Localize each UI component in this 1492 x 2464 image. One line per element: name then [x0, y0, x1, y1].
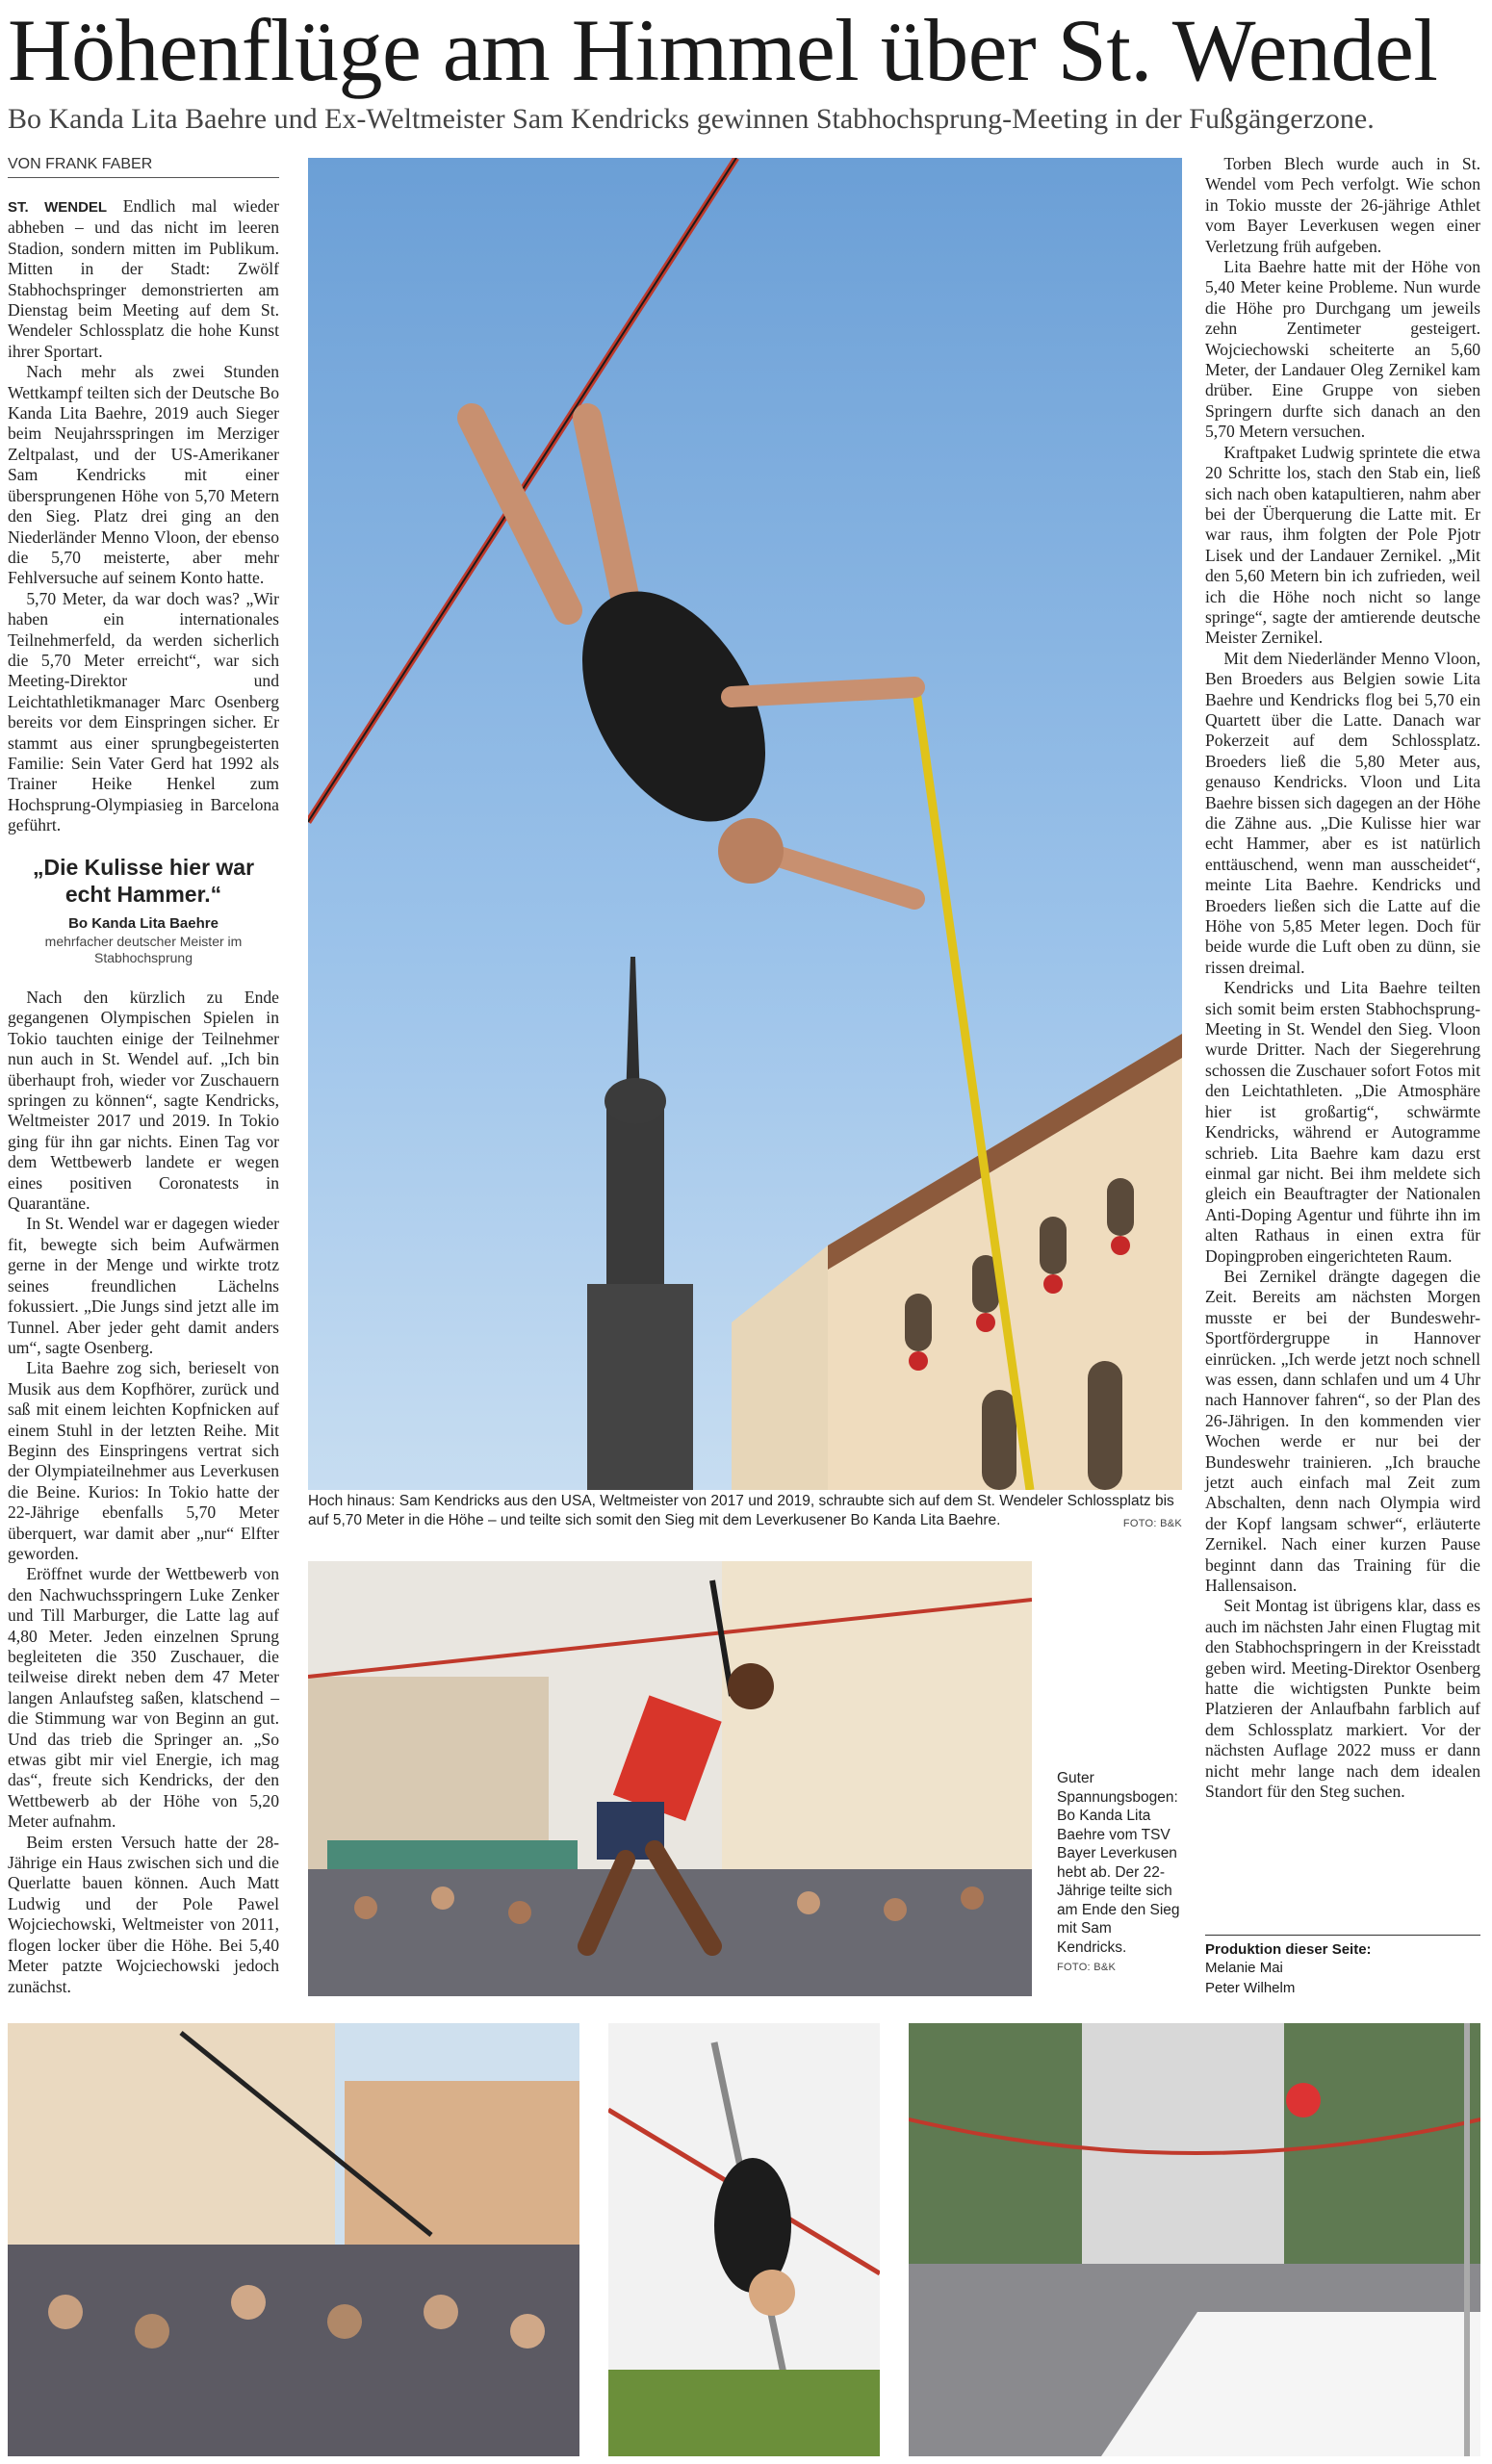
- bottom-left-photo: [8, 2023, 579, 2456]
- main-photo-caption: [308, 1492, 1182, 1533]
- pull-quote-text: „Die Kulisse hier war echt Hammer.“: [32, 854, 255, 907]
- article-column-right: [1205, 154, 1480, 1803]
- paragraph: Nach den kürzlich zu Ende gegangenen Olympischen Spielen in Tokio tauchten einige der Teilnehmer nun auch in St. Wendel auf. „Ich bin überhaupt froh, wieder vor Zuschauern springen zu können“, sagte Kendricks, Weltmeister 2017 und 2019. In Tokio ging für ihn gar nichts. Einen Tag vor dem Wettbewerb landete er wegen eines positiven Coronatests in Quarantäne.: [8, 988, 279, 1214]
- bottom-right-photo: [909, 2023, 1480, 2456]
- paragraph: Lita Baehre hatte mit der Höhe von 5,40 Meter keine Probleme. Nun wurde die Höhe pro Durchgang um jeweils zehn Zentimeter gesteigert. Wojciechowski scheiterte an 5,60 Meter, der Landauer Oleg Zernikel kam drüber. Eine Gruppe von sieben Springern durfte sich danach an den 5,70 Metern versuchen.: [1205, 257, 1480, 442]
- second-photo-caption: [1057, 1769, 1184, 1978]
- second-photo: [308, 1561, 1032, 1996]
- pole-vault-photo: [308, 158, 1182, 1490]
- paragraph: Beim ersten Versuch hatte der 28-Jährige ein Haus zwischen sich und die Querlatte bauen können. Auch Matt Ludwig und der Pole Pawel Wojciechowski, Weltmeister von 2011, flogen locker über die Höhe. Bei 5,40 Meter patzte Wojciechowski jedoch zunächst.: [8, 1832, 279, 1996]
- paragraph: Seit Montag ist übrigens klar, dass es auch im nächsten Jahr einen Flugtag mit den Stabhochspringern in der Kreisstadt geben wird. Meeting-Direktor Osenberg hatte die wichtigsten Punkte beim Platzieren der Anlaufbahn farblich auf dem Schlossplatz markiert. Vor der nächsten Auflage 2022 muss er dann nicht mehr lange nach dem idealen Standort für den Steg suchen.: [1205, 1596, 1480, 1802]
- paragraph: Endlich mal wieder abheben – und das nicht im leeren Stadion, sondern mitten im Publikum. Mitten in der Stadt: Zwölf Stabhochspringer demonstrierten am Dienstag beim Meeting auf dem St. Wendeler Schlossplatz die hohe Kunst ihrer Sportart.: [8, 196, 279, 361]
- production-label: Produktion dieser Seite:: [1205, 1941, 1372, 1958]
- bottom-mid-photo: [608, 2023, 880, 2456]
- pull-quote-role: mehrfacher deutscher Meister im Stabhochsprung: [44, 934, 243, 965]
- pull-quote-author: Bo Kanda Lita Baehre: [68, 914, 219, 932]
- main-photo: [308, 158, 1182, 1490]
- production-info: [1205, 1935, 1480, 1998]
- byline: VON FRANK FABER: [8, 154, 279, 178]
- production-name: Melanie Mai: [1205, 1960, 1283, 1976]
- paragraph: Nach mehr als zwei Stunden Wettkampf teilten sich der Deutsche Bo Kanda Lita Baehre, 2019 auch Sieger beim Neujahrsspringen im Merziger Zeltpalast, und der US-Amerikaner Sam Kendricks mit einer übersprungenen Höhe von 5,70 Metern den Sieg. Platz drei ging an den Niederländer Menno Vloon, der ebenso die 5,70 meisterte, aber mehr Fehlversuche auf seinem Konto hatte.: [8, 362, 279, 588]
- paragraph: Torben Blech wurde auch in St. Wendel vom Pech verfolgt. Wie schon in Tokio musste der 26-jährige Athlet vom Bayer Leverkusen wegen einer Verletzung früh aufgeben.: [1205, 154, 1480, 256]
- paragraph: Bei Zernikel drängte dagegen die Zeit. Bereits am nächsten Morgen musste er bei der Bundeswehr-Sportfördergruppe in Hannover einrücken. „Ich werde jetzt noch schnell was essen, dann schlafen und um 4 Uhr nach Hannover fahren“, so der Plan des 26-Jährigen. In den kommenden vier Wochen werde er nur bei der Bundeswehr trainieren. „Ich brauche jetzt auch einfach mal Zeit zum Abschalten, denn nach Olympia wird der Kopf langsam schwer“, erläuterte Zernikel. Nach einer kurzen Pause beginnt dann das Training für die Hallensaison.: [1205, 1266, 1480, 1596]
- athlete-crowd-photo: [308, 1561, 1032, 1996]
- production-name: Peter Wilhelm: [1205, 1980, 1296, 1996]
- caption-text: Guter Spannungsbogen: Bo Kanda Lita Baehre vom TSV Bayer Leverkusen hebt ab. Der 22-Jährige teilte sich am Ende den Sieg mit Sam Kendricks.: [1057, 1770, 1180, 1956]
- paragraph: Eröffnet wurde der Wettbewerb von den Nachwuchsspringern Luke Zenker und Till Marburger, die Latte lag auf 4,80 Meter. Jeden einzelnen Sprung begleiteten die 350 Zuschauer, die teilweise direkt neben dem 47 Meter langen Anlaufsteg saßen, klatschend – die Stimmung war von Beginn an gut. Und das trieb die Springer an. „So etwas gibt mir viel Energie, ich mag das“, freute sich Kendricks, der den Wettbewerb ab der Höhe von 5,20 Meter aufnahm.: [8, 1564, 279, 1832]
- dateline: ST. WENDEL: [8, 199, 108, 216]
- paragraph: Kraftpaket Ludwig sprintete die etwa 20 Schritte los, stach den Stab ein, ließ sich nach oben katapultieren, nahm aber bei der Überquerung die Latte mit. Er war raus, ihm folgten der Pole Pjotr Lisek und der Landauer Zernikel. „Mit den 5,60 Metern bin ich zufrieden, weil ich die Höhe noch nicht so lange springe“, sagte der amtierende deutsche Meister Zernikel.: [1205, 442, 1480, 648]
- paragraph: Kendricks und Lita Baehre teilten sich somit beim ersten Stabhochsprung-Meeting in St. Wendel den Sieg. Vloon wurde Dritter. Nach der Siegerehrung schossen die Zuschauer sofort Fotos mit den Leichtathleten. „Die Atmosphäre hier ist großartig“, schwärmte Kendricks, während er Autogramme schrieb. Lita Baehre kam dazu erst einmal gar nicht. Bei ihm meldete sich gleich ein Beauftragter der Nationalen Anti-Doping Agentur und führte ihn im alten Rathaus in einen extra für Dopingproben eingerichteten Raum.: [1205, 978, 1480, 1266]
- caption-text: Hoch hinaus: Sam Kendricks aus den USA, Weltmeister von 2017 und 2019, schraubte sich auf dem St. Wendeler Schlossplatz bis auf 5,70 Meter in die Höhe – und teilte sich somit den Sieg mit dem Leverkusener Bo Kanda Lita Baehre.: [308, 1493, 1174, 1528]
- article-column-left: [8, 196, 279, 1997]
- photo-credit: FOTO: B&K: [1122, 1517, 1182, 1529]
- bar-clearance-photo: [608, 2023, 880, 2456]
- photo-credit: FOTO: B&K: [1057, 1962, 1117, 1973]
- headline: Höhenflüge am Himmel über St. Wendel: [8, 1, 1438, 99]
- crowd-sprint-photo: [8, 2023, 579, 2456]
- paragraph: Mit dem Niederländer Menno Vloon, Ben Broeders aus Belgien sowie Lita Baehre und Kendricks flog bei 5,70 ein Quartett über die Latte. Danach war Pokerzeit auf dem Schlossplatz. Broeders ließ die 5,80 Meter aus, genauso Kendricks. Vloon und Lita Baehre bissen sich dagegen an der Höhe die Zähne aus. „Die Kulisse hier war echt Hammer, aber es ist natürlich enttäuschend, wenn man ausscheidet“, meinte Lita Baehre. Kendricks und Broeders ließen sich die Latte auf die Höhe von 5,85 Meter legen. Doch für beide wurde die Luft oben zu dünn, sie rissen dreimal.: [1205, 648, 1480, 977]
- pull-quote: [8, 854, 279, 966]
- paragraph: 5,70 Meter, da war doch was? „Wir haben ein internationales Teilnehmerfeld, da werden sicherlich die 5,70 Meter erreicht“, war sich Meeting-Direktor und Leichtathletikmanager Marc Osenberg bereits vor dem Einspringen sicher. Er stammt aus einer sprungbegeisterten Familie: Sein Vater Gerd hat 1992 als Trainer Heike Henkel zum Hochsprung-Olympiasieg in Barcelona geführt.: [8, 588, 279, 835]
- subheadline: Bo Kanda Lita Baehre und Ex-Weltmeister Sam Kendricks gewinnen Stabhochsprung-Meeting in der Fußgängerzone.: [8, 103, 1375, 135]
- crossbar-bend-photo: [909, 2023, 1480, 2456]
- paragraph: In St. Wendel war er dagegen wieder fit, bewegte sich beim Aufwärmen gerne in der Menge und wirkte trotz seines freundlichen Lächelns fokussiert. „Die Jungs sind jetzt alle im Tunnel. Aber jeder geht damit anders um“, sagte Osenberg.: [8, 1214, 279, 1357]
- paragraph: Lita Baehre zog sich, berieselt von Musik aus dem Kopfhörer, zurück und saß mit einem leichten Kopfnicken auf einem Stuhl in der letzten Reihe. Mit Beginn des Einspringens vertrat sich der Olympiateilnehmer aus Leverkusen die Beine. Kurios: In Tokio hatte der 22-Jährige ebenfalls 5,70 Meter überquert, war damit aber „nur“ Elfter geworden.: [8, 1358, 279, 1563]
